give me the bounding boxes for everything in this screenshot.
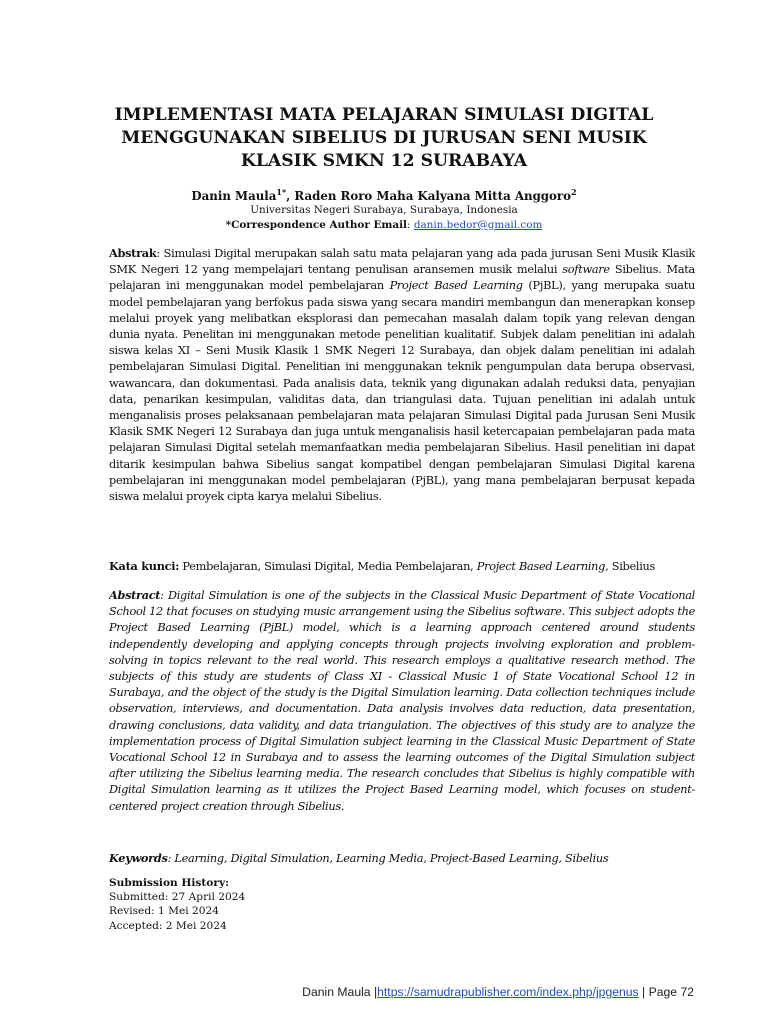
history-submitted: Submitted: 27 April 2024 [109, 891, 246, 904]
abstrak-italic-1: software [562, 263, 610, 277]
abstrak-text-3: (PjBL), yang merupaka suatu model pembelajaran yang berfokus pada siswa yang secara mandiri membangun dan menerapkan konsep melalui proyek yang melibatkan eksplorasi dan pemecahan masalah dalam topik yang relevan dengan dunia nyata. Penelitan ini menggunakan metode penelitian kualitatif. Subjek dalam penelitian ini adalah siswa kelas XI – Seni Musik Klasik 1 SMK Negeri 12 Surabaya, dan objek dalam penelitian ini adalah pembelajaran Simulasi Digital. Penelitian ini menggunakan teknik pengumpulan data berupa observasi, wawancara, dan dokumentasi. Pada analisis data, teknik yang digunakan adalah reduksi data, penyajian data, penarikan kesimpulan, validitas data, dan triangulasi data. Tujuan penelitian ini adalah untuk menganalisis proses pelaksanaan pembelajaran mata pelajaran Simulasi Digital pada Jurusan Seni Musik Klasik SMK Negeri 12 Surabaya dan juga untuk menganalisis hasil ketercapaian pembelajaran pada mata pelajaran Simulasi Digital setelah memanfaatkan media pembelajaran Sibelius. Hasil penelitian ini dapat ditarik kesimpulan bahwa Sibelius sangat kompatibel dengan pembelajaran Simulasi Digital karena pembelajaran ini menggunakan model pembelajaran (PjBL), yang mana pembelajaran berpusat kepada siswa melalui proyek cipta karya melalui Sibelius. [109, 279, 695, 504]
page-footer [302, 985, 694, 999]
abstract-text: : Digital Simulation is one of the subjects in the Classical Music Department of State Vocational School 12 that focuses on studying music arrangement using the Sibelius software. This subject adopts the Project Based Learning (PjBL) model, which is a learning approach centered around students independently developing and applying concepts through projects involving exploration and problem-solving in topics relevant to the real world. This research employs a qualitative research method. The subjects of this study are students of Class XI - Classical Music 1 of State Vocational School 12 in Surabaya, and the object of the study is the Digital Simulation learning. Data collection techniques include observation, interviews, and documentation. Data analysis involves data reduction, data presentation, drawing conclusions, data validity, and data triangulation. The objectives of this study are to analyze the implementation process of Digital Simulation subject learning in the Classical Music Department of State Vocational School 12 in Surabaya and to assess the learning outcomes of the Digital Simulation subject after utilizing the Sibelius learning media. The research concludes that Sibelius is highly compatible with Digital Simulation learning as it utilizes the Project Based Learning model, which focuses on student-centered project creation through Sibelius. [109, 589, 695, 813]
kata-kunci-line [109, 558, 695, 575]
kata-kunci-label: Kata kunci: [109, 559, 180, 573]
history-heading: Submission History: [109, 877, 230, 889]
correspondence-label: *Correspondence Author Email [225, 219, 407, 231]
keywords-line [109, 850, 695, 867]
correspondence-sep: : [407, 219, 414, 231]
affiliation: Universitas Negeri Surabaya, Surabaya, Indonesia [250, 204, 518, 216]
abstrak-text-2: Sibelius. Mata pelajaran ini menggunakan model pembelajaran [109, 263, 695, 293]
kata-kunci-italic: Project Based Learning [476, 560, 606, 573]
keywords-text: : Learning, Digital Simulation, Learning Media, Project-Based Learning, Sibelius [167, 852, 609, 865]
paper-title [100, 104, 668, 173]
title-line-3: KLASIK SMKN 12 SURABAYA [240, 151, 528, 171]
author-2: Raden Roro Maha Kalyana Mitta Anggoro [294, 188, 572, 203]
abstrak-paragraph [109, 245, 695, 550]
author-separator: , [286, 188, 295, 203]
kata-kunci-text: Pembelajaran, Simulasi Digital, Media Pembelajaran, [179, 560, 477, 573]
author-1-mark: 1* [276, 187, 287, 197]
footer-author: Danin Maula | [302, 985, 378, 999]
abstrak-text-1: : Simulasi Digital merupakan salah satu mata pelajaran yang ada pada jurusan Seni Musik Klasik SMK Negeri 12 yang mempelajari tentang penulisan aransemen musik melalui [109, 247, 695, 277]
abstract-label: Abstract [109, 588, 161, 602]
submission-history [109, 876, 409, 933]
footer-page-number: | Page 72 [638, 985, 694, 999]
author-2-mark: 2 [571, 187, 577, 197]
kata-kunci-end: , Sibelius [605, 560, 656, 573]
correspondence-email-link[interactable]: danin.bedor@gmail.com [413, 219, 543, 231]
correspondence-line [100, 218, 668, 232]
footer-journal-link[interactable]: https://samudrapublisher.com/index.php/jpgenus [377, 985, 639, 999]
author-1: Danin Maula [191, 188, 277, 203]
abstrak-italic-2: Project Based Learning [389, 279, 523, 293]
title-line-1: IMPLEMENTASI MATA PELAJARAN SIMULASI DIGITAL [114, 105, 654, 125]
keywords-label: Keywords [109, 851, 168, 865]
author-list [100, 185, 668, 203]
abstrak-label: Abstrak [109, 246, 157, 260]
abstract-paragraph [109, 587, 695, 840]
history-revised: Revised: 1 Mei 2024 [109, 905, 219, 918]
history-accepted: Accepted: 2 Mei 2024 [109, 919, 227, 932]
title-line-2: MENGGUNAKAN SIBELIUS DI JURUSAN SENI MUSIK [121, 128, 647, 148]
